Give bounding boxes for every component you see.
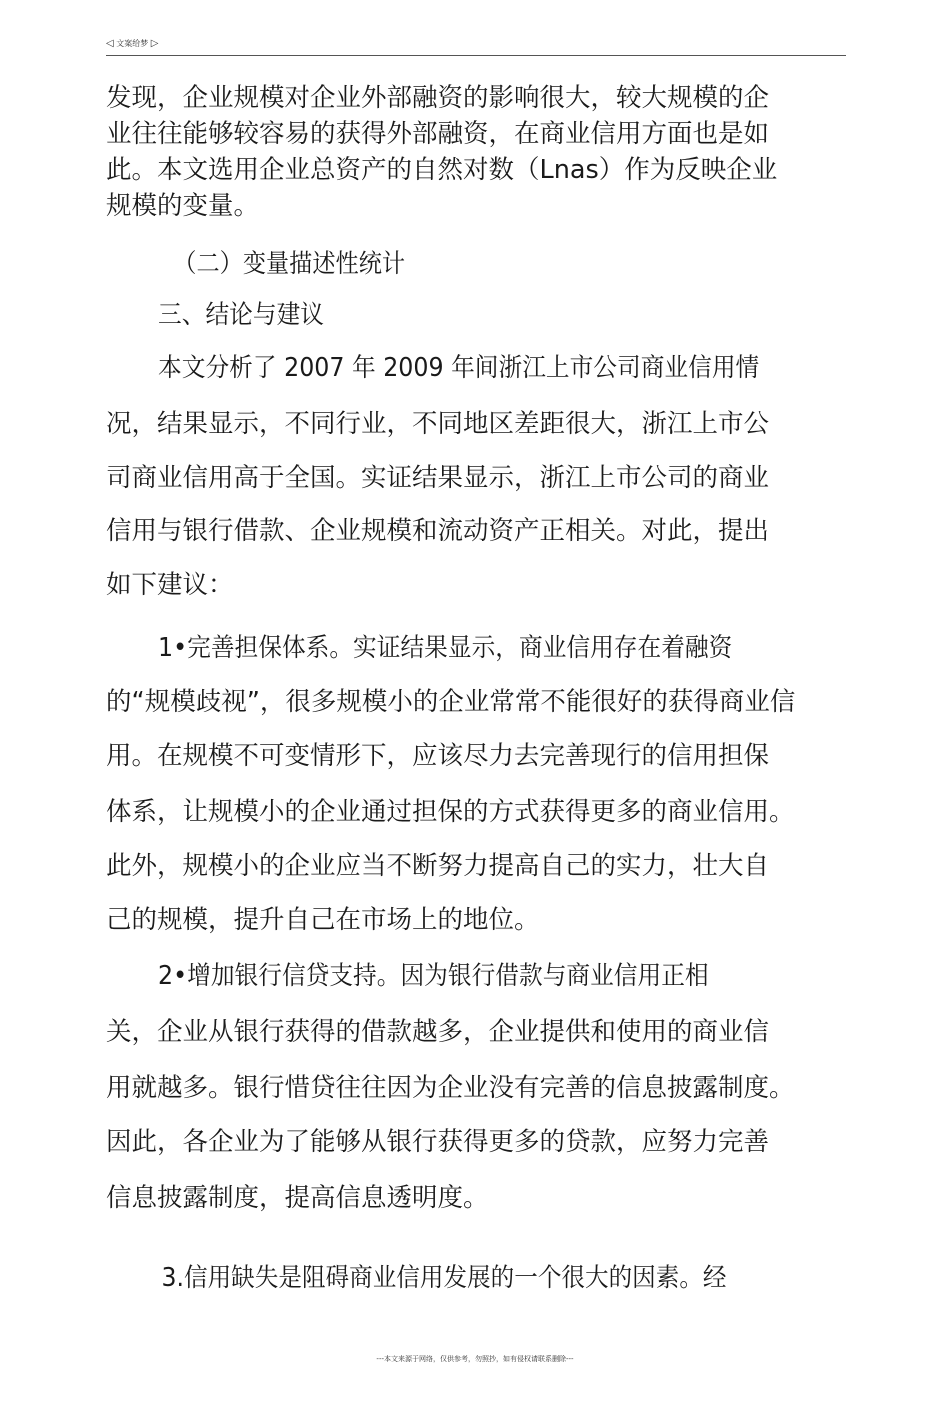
page-header [106, 38, 159, 49]
text-line: 用就越多。银行惜贷往往因为企业没有完善的信息披露制度。 [106, 1073, 795, 1103]
text-line: 信用与银行借款、企业规模和流动资产正相关。对此，提出 [106, 516, 770, 546]
text-line: 三、结论与建议 [158, 300, 325, 330]
text-line: 关，企业从银行获得的借款越多，企业提供和使用的商业信 [106, 1017, 770, 1047]
page-footer: ---本文来源于网络，仅供参考，勿照抄，如有侵权请联系删除--- [376, 1355, 574, 1363]
text-line: 信息披露制度，提高信息透明度。 [106, 1183, 489, 1213]
text-line: 己的规模，提升自己在市场上的地位。 [106, 905, 540, 935]
text-line: 本文分析了 2007 年 2009 年间浙江上市公司商业信用情 [158, 353, 760, 383]
text-line: 体系，让规模小的企业通过担保的方式获得更多的商业信用。 [106, 797, 795, 827]
text-line: 况，结果显示，不同行业，不同地区差距很大，浙江上市公 [106, 409, 770, 439]
text-line: 的“规模歧视”，很多规模小的企业常常不能很好的获得商业信 [106, 687, 796, 717]
text-line: （二）变量描述性统计 [173, 249, 406, 279]
text-line: 如下建议： [106, 570, 234, 600]
text-line: 此外，规模小的企业应当不断努力提高自己的实力，壮大自 [106, 851, 770, 881]
text-line: 1•完善担保体系。实证结果显示，商业信用存在着融资 [158, 633, 733, 663]
text-line: 业往往能够较容易的获得外部融资，在商业信用方面也是如 [106, 119, 770, 149]
header-rule [106, 55, 846, 56]
text-line: 发现，企业规模对企业外部融资的影响很大，较大规模的企 [106, 83, 770, 113]
right-triangle-icon: ▷ [150, 38, 159, 49]
text-line: 因此，各企业为了能够从银行获得更多的贷款，应努力完善 [106, 1127, 770, 1157]
text-line: 规模的变量。 [106, 191, 260, 221]
text-line: 3.信用缺失是阻碍商业信用发展的一个很大的因素。经 [161, 1263, 727, 1293]
header-title: 文案给梦 [116, 39, 149, 48]
text-line: 2•增加银行信贷支持。因为银行借款与商业信用正相 [158, 961, 709, 991]
text-line: 用。在规模不可变情形下，应该尽力去完善现行的信用担保 [106, 741, 770, 771]
left-triangle-icon: ◁ [106, 38, 114, 49]
text-line: 司商业信用高于全国。实证结果显示，浙江上市公司的商业 [106, 463, 770, 493]
text-line: 此。本文选用企业总资产的自然对数（Lnas）作为反映企业 [106, 155, 778, 185]
